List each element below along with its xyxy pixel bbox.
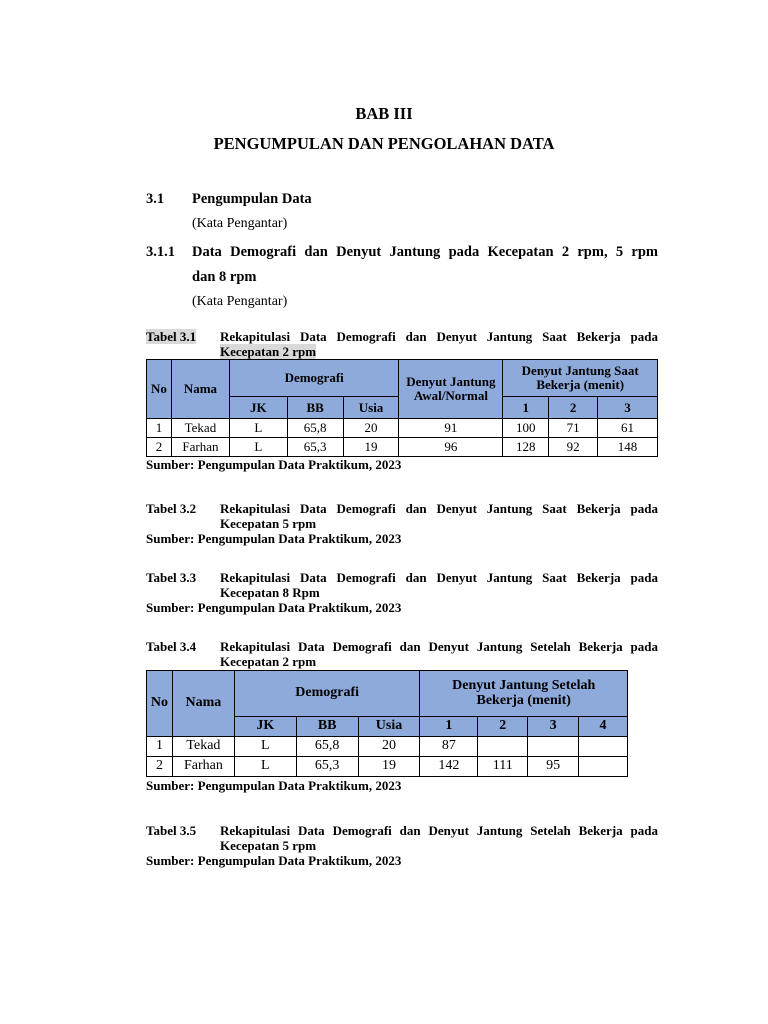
section-3-1-1-intro: (Kata Pengantar)	[192, 294, 288, 309]
table-3-5-caption-line2: Kecepatan 5 rpm	[220, 838, 317, 853]
table-3-1-header-demografi: Demografi	[229, 360, 399, 397]
table-3-3-caption-line1: Rekapitulasi Data Demografi dan Denyut Jantung Saat Bekerja pada	[220, 570, 658, 585]
cell-m2: 111	[478, 757, 528, 777]
section-3-1-1-title-line1: Data Demografi dan Denyut Jantung pada Kecepatan 2 rpm, 5 rpm	[192, 244, 658, 260]
table-3-5-label: Tabel 3.5	[146, 823, 197, 838]
table-3-4-source: Sumber: Pengumpulan Data Praktikum, 2023	[146, 778, 402, 793]
table-3-2-label: Tabel 3.2	[146, 501, 197, 516]
cell-no: 1	[147, 419, 172, 438]
table-3-5-caption-line1: Rekapitulasi Data Demografi dan Denyut Jantung Setelah Bekerja pada	[220, 823, 658, 838]
table-3-1-caption-line1: Rekapitulasi Data Demografi dan Denyut Jantung Saat Bekerja pada	[220, 329, 658, 344]
table-3-2-caption-line1: Rekapitulasi Data Demografi dan Denyut Jantung Saat Bekerja pada	[220, 501, 658, 516]
table-3-1-caption-line2: Kecepatan 2 rpm	[220, 344, 317, 359]
cell-no: 2	[147, 757, 173, 777]
cell-jk: L	[234, 737, 296, 757]
cell-bb: 65,3	[296, 757, 358, 777]
table-3-1-header-awal-line1: Denyut Jantung	[406, 374, 496, 390]
cell-nama: Tekad	[172, 737, 234, 757]
table-3-4-header-m1: 1	[420, 717, 478, 737]
table-3-4-header-m3: 3	[528, 717, 579, 737]
table-3-4-header-nama: Nama	[172, 671, 234, 737]
table-3-4-header-m2: 2	[478, 717, 528, 737]
table-3-3-label: Tabel 3.3	[146, 570, 197, 585]
table-3-4-caption-line1: Rekapitulasi Data Demografi dan Denyut Jantung Setelah Bekerja pada	[220, 639, 658, 654]
table-row	[147, 438, 658, 457]
chapter-number: BAB III	[355, 104, 413, 123]
cell-nama: Tekad	[171, 419, 229, 438]
table-3-4-header-bb: BB	[296, 717, 358, 737]
table-3-4-header-usia: Usia	[358, 717, 420, 737]
cell-m3: 148	[598, 438, 658, 457]
table-3-1-header-awal	[399, 360, 503, 419]
cell-m1: 87	[420, 737, 478, 757]
section-3-1-1-number: 3.1.1	[146, 244, 175, 260]
table-3-2-caption	[146, 501, 658, 531]
table-3-4-header-no: No	[147, 671, 173, 737]
table-3-3-source: Sumber: Pengumpulan Data Praktikum, 2023	[146, 600, 402, 615]
section-3-1-intro: (Kata Pengantar)	[192, 216, 288, 231]
table-3-4	[146, 670, 628, 777]
table-3-1-header-usia: Usia	[343, 397, 399, 419]
table-3-1-label: Tabel 3.1	[146, 329, 197, 344]
cell-m1: 100	[503, 419, 549, 438]
cell-m2: 92	[549, 438, 598, 457]
table-3-3-caption	[146, 570, 658, 600]
cell-no: 1	[147, 737, 173, 757]
cell-nama: Farhan	[172, 757, 234, 777]
cell-awal: 96	[399, 438, 503, 457]
cell-awal: 91	[399, 419, 503, 438]
table-3-4-label: Tabel 3.4	[146, 639, 197, 654]
cell-bb: 65,8	[287, 419, 343, 438]
cell-m4	[579, 757, 628, 777]
table-row	[147, 419, 658, 438]
table-row	[147, 737, 628, 757]
section-3-1-number: 3.1	[146, 191, 165, 207]
section-3-1-1-title-line2: dan 8 rpm	[192, 269, 257, 285]
cell-no: 2	[147, 438, 172, 457]
table-3-4-header-jk: JK	[234, 717, 296, 737]
table-3-5-caption	[146, 823, 658, 853]
table-3-4-header-m4: 4	[579, 717, 628, 737]
cell-nama: Farhan	[171, 438, 229, 457]
table-3-1-caption	[146, 329, 658, 359]
table-3-1-header-no: No	[147, 360, 172, 419]
chapter-title: PENGUMPULAN DAN PENGOLAHAN DATA	[213, 134, 555, 153]
table-3-1-source: Sumber: Pengumpulan Data Praktikum, 2023	[146, 457, 402, 472]
cell-usia: 20	[343, 419, 399, 438]
table-3-1-header-jk: JK	[229, 397, 287, 419]
table-3-1-header-kerja-line2: Bekerja (menit)	[536, 377, 625, 392]
cell-bb: 65,8	[296, 737, 358, 757]
table-3-1-header-m2: 2	[549, 397, 598, 419]
table-3-2-source: Sumber: Pengumpulan Data Praktikum, 2023	[146, 531, 402, 546]
table-3-4-header-demografi: Demografi	[234, 671, 420, 717]
cell-bb: 65,3	[287, 438, 343, 457]
cell-usia: 20	[358, 737, 420, 757]
table-3-4-header-setelah-line2: Bekerja (menit)	[476, 692, 571, 708]
table-3-4-header-setelah-line1: Denyut Jantung Setelah	[452, 677, 596, 693]
table-3-2-caption-line2: Kecepatan 5 rpm	[220, 516, 317, 531]
table-3-1-header-m1: 1	[503, 397, 549, 419]
table-3-1-header-m3: 3	[598, 397, 658, 419]
table-3-4-caption-line2: Kecepatan 2 rpm	[220, 654, 317, 669]
cell-m3: 95	[528, 757, 579, 777]
table-3-1-header-kerja	[503, 360, 658, 397]
section-3-1-title: Pengumpulan Data	[192, 191, 312, 207]
cell-m3: 61	[598, 419, 658, 438]
cell-m3	[528, 737, 579, 757]
cell-jk: L	[229, 438, 287, 457]
table-3-1-header-awal-line2: Awal/Normal	[413, 388, 488, 403]
table-3-4-header-setelah	[420, 671, 628, 717]
cell-usia: 19	[343, 438, 399, 457]
table-3-1-header-kerja-line1: Denyut Jantung Saat	[521, 363, 639, 379]
cell-m2: 71	[549, 419, 598, 438]
table-3-1-header-bb: BB	[287, 397, 343, 419]
cell-jk: L	[234, 757, 296, 777]
table-row	[147, 757, 628, 777]
table-3-1-header-nama: Nama	[171, 360, 229, 419]
cell-m1: 142	[420, 757, 478, 777]
table-3-5-source: Sumber: Pengumpulan Data Praktikum, 2023	[146, 853, 402, 868]
table-3-3-caption-line2: Kecepatan 8 Rpm	[220, 585, 320, 600]
table-3-1	[146, 359, 658, 457]
cell-m1: 128	[503, 438, 549, 457]
cell-m4	[579, 737, 628, 757]
cell-jk: L	[229, 419, 287, 438]
cell-usia: 19	[358, 757, 420, 777]
table-3-4-caption	[146, 639, 658, 669]
cell-m2	[478, 737, 528, 757]
